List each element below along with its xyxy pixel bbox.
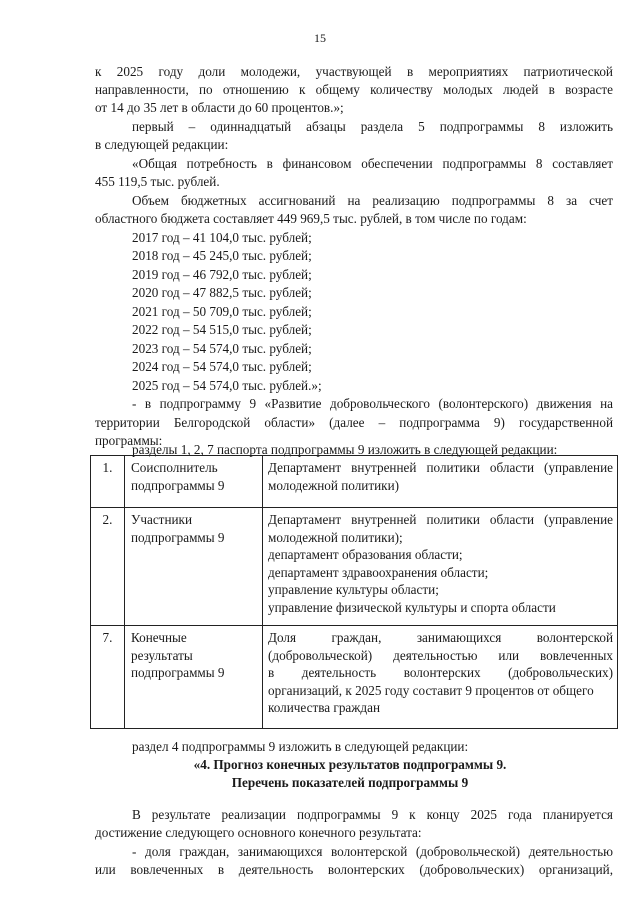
row-value: Департамент внутренней политики области (управление молодежной политики); департамент образования области; департамент здравоохранения области; управление культуры области; управление физической культуры и спорта области: [263, 508, 618, 626]
year-line: 2018 год – 45 245,0 тыс. рублей;: [132, 248, 312, 263]
table-row: [91, 508, 618, 626]
row-value: Департамент внутренней политики области (управление молодежной политики): [263, 456, 618, 508]
table-row: [91, 456, 618, 508]
text-line: или вовлеченных в деятельность волонтерских (добровольческих) организаций,: [95, 862, 613, 877]
row-value: Доля граждан, занимающихся волонтерской (добровольческой) деятельностью или вовлеченных в деятельность волонтерских (добровольческих) организаций, к 2025 году составит 9 процентов от общего количества граждан: [263, 626, 618, 729]
text-line: к 2025 году доли молодежи, участвующей в мероприятиях патриотической: [95, 64, 613, 79]
text-line: В результате реализации подпрограммы 9 к концу 2025 года планируется: [132, 807, 613, 822]
row-name: Соисполнитель подпрограммы 9: [125, 456, 263, 508]
text-line: раздел 4 подпрограммы 9 изложить в следующей редакции:: [132, 739, 469, 754]
year-line: 2021 год – 50 709,0 тыс. рублей;: [132, 304, 312, 319]
text-line: - доля граждан, занимающихся волонтерской (добровольческой) деятельностью: [132, 844, 613, 859]
text-line: первый – одиннадцатый абзацы раздела 5 подпрограммы 8 изложить: [132, 119, 613, 134]
text-line: - в подпрограмму 9 «Развитие добровольческого (волонтерского) движения на: [132, 396, 613, 411]
year-line: 2022 год – 54 515,0 тыс. рублей;: [132, 322, 312, 337]
section-heading: «4. Прогноз конечных результатов подпрограммы 9.: [193, 757, 507, 772]
text-line: 455 119,5 тыс. рублей.: [95, 174, 220, 189]
text-line: областного бюджета составляет 449 969,5 тыс. рублей, в том числе по годам:: [95, 211, 527, 226]
text-line: территории Белгородской области» (далее – подпрограмма 9) государственной: [95, 415, 613, 430]
page-number: 15: [314, 31, 326, 45]
section-heading: Перечень показателей подпрограммы 9: [231, 775, 469, 790]
row-name: Участники подпрограммы 9: [125, 508, 263, 626]
row-number: 2.: [91, 508, 125, 626]
text-line: «Общая потребность в финансовом обеспечении подпрограммы 8 составляет: [132, 156, 613, 171]
passport-table: [90, 455, 618, 729]
year-line: 2017 год – 41 104,0 тыс. рублей;: [132, 230, 312, 245]
row-name: Конечные результаты подпрограммы 9: [125, 626, 263, 729]
year-line: 2023 год – 54 574,0 тыс. рублей;: [132, 341, 312, 356]
text-line: от 14 до 35 лет в области до 60 процентов.»;: [95, 100, 344, 115]
text-line: программы:: [95, 433, 163, 448]
text-line: разделы 1, 2, 7 паспорта подпрограммы 9 изложить в следующей редакции:: [132, 442, 558, 457]
year-line: 2024 год – 54 574,0 тыс. рублей;: [132, 359, 312, 374]
text-line: направленности, по отношению к общему количеству молодых людей в возрасте: [95, 82, 613, 97]
year-line: 2019 год – 46 792,0 тыс. рублей;: [132, 267, 312, 282]
row-number: 7.: [91, 626, 125, 729]
year-line: 2025 год – 54 574,0 тыс. рублей.»;: [132, 378, 322, 393]
text-line: Объем бюджетных ассигнований на реализацию подпрограммы 8 за счет: [132, 193, 613, 208]
table-row: [91, 626, 618, 729]
text-line: в следующей редакции:: [95, 137, 229, 152]
row-number: 1.: [91, 456, 125, 508]
year-line: 2020 год – 47 882,5 тыс. рублей;: [132, 285, 312, 300]
text-line: достижение следующего основного конечного результата:: [95, 825, 422, 840]
